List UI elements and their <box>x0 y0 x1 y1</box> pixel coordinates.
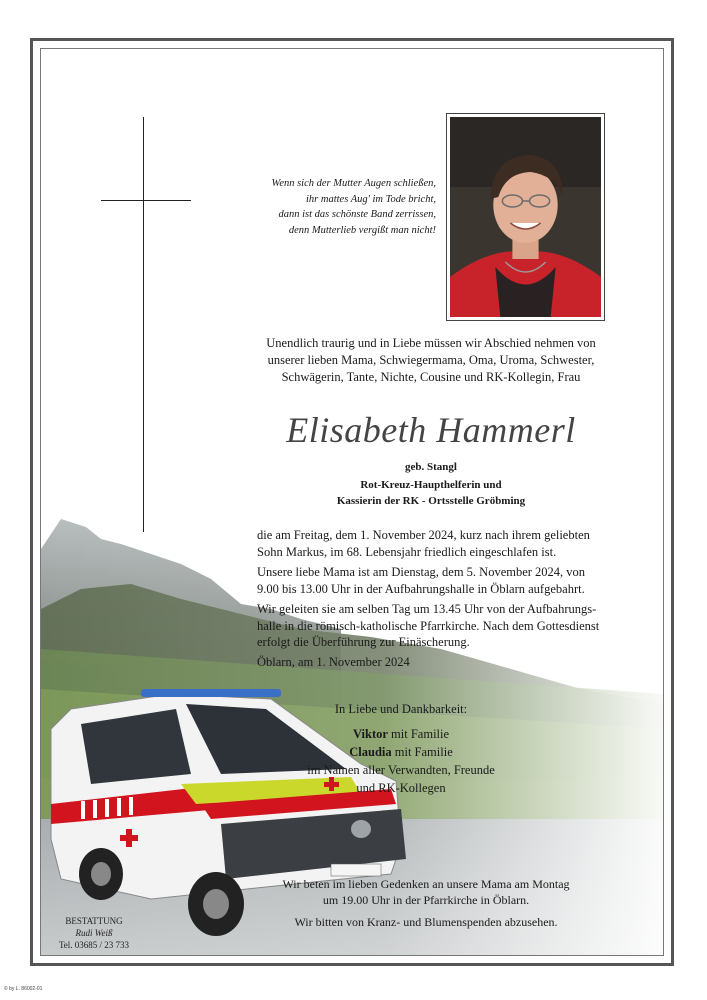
intro-line: Schwägerin, Tante, Nichte, Cousine und RK-Kollegin, Frau <box>281 370 581 384</box>
deceased-name: Elisabeth Hammerl <box>286 410 576 450</box>
undertaker-label: BESTATTUNG <box>65 916 123 926</box>
text-line: 9.00 bis 13.00 Uhr in der Aufbahrungshalle in Öblarn aufgebahrt. <box>257 581 585 596</box>
undertaker-person: Rudi Weiß <box>75 928 113 938</box>
cross-horizontal-bar <box>101 200 191 201</box>
poem-line: ihr mattes Aug' im Tode bricht, <box>305 193 436 205</box>
closing-line: Wir bitten von Kranz- und Blumenspenden abzusehen. <box>294 915 558 929</box>
closing-line: um 19.00 Uhr in der Pfarrkirche in Öblarn. <box>322 893 530 907</box>
intro-line: Unendlich traurig und in Liebe müssen wir Abschied nehmen von <box>266 336 596 350</box>
undertaker-info <box>49 915 139 951</box>
mourner-line: und RK-Kollegen <box>356 781 446 795</box>
text-line: halle in die römisch-katholische Pfarrkirche. Nach dem Gottesdienst <box>257 618 600 633</box>
text-line: Sohn Markus, im 68. Lebensjahr friedlich eingeschlafen ist. <box>257 544 557 559</box>
text-line: erfolgt die Überführung zur Einäscherung. <box>257 635 470 649</box>
obituary-card <box>40 48 664 956</box>
mourner-suffix: mit Familie <box>391 745 453 759</box>
memorial-poem <box>191 176 436 238</box>
print-code: © by L. 86002-01 <box>4 986 43 992</box>
cross-vertical-bar <box>143 117 144 532</box>
intro-text <box>226 335 636 386</box>
closing-text <box>221 876 631 930</box>
mourner-suffix: mit Familie <box>387 727 450 741</box>
mourner-line: im Namen aller Verwandten, Freunde <box>307 763 495 777</box>
death-notice-paragraph <box>257 527 637 560</box>
thanks-heading: In Liebe und Dankbarkeit: <box>334 702 468 716</box>
poem-line: dann ist das schönste Band zerrissen, <box>278 209 436 220</box>
deceased-role <box>221 477 641 509</box>
text-line: Wir geleiten sie am selben Tag um 13.45 Uhr von der Aufbahrungs- <box>257 602 597 616</box>
intro-line: unserer lieben Mama, Schwiegermama, Oma, Uroma, Schwester, <box>267 353 595 367</box>
text-line: Unsere liebe Mama ist am Dienstag, dem 5. November 2024, von <box>257 565 586 579</box>
place-date: Öblarn, am 1. November 2024 <box>257 655 410 669</box>
mourner-name: Claudia <box>349 745 392 759</box>
role-line: Rot-Kreuz-Haupthelferin und <box>360 479 502 491</box>
funeral-paragraph <box>257 601 637 651</box>
viewing-paragraph <box>257 564 637 597</box>
portrait-photo <box>446 113 605 321</box>
mourner-line <box>231 725 571 743</box>
poem-line: Wenn sich der Mutter Augen schließen, <box>271 178 436 189</box>
poem-line: denn Mutterlieb vergißt man nicht! <box>288 224 436 236</box>
text-line: die am Freitag, dem 1. November 2024, kurz nach ihrem geliebten <box>257 528 590 542</box>
undertaker-phone: Tel. 03685 / 23 733 <box>58 940 130 950</box>
mourners-list <box>231 725 571 797</box>
maiden-name: geb. Stangl <box>405 461 457 473</box>
mourner-line <box>231 743 571 761</box>
mourner-name: Viktor <box>352 727 388 741</box>
closing-line: Wir beten im lieben Gedenken an unsere Mama am Montag <box>282 877 570 891</box>
role-line: Kassierin der RK - Ortsstelle Gröbming <box>336 495 526 507</box>
